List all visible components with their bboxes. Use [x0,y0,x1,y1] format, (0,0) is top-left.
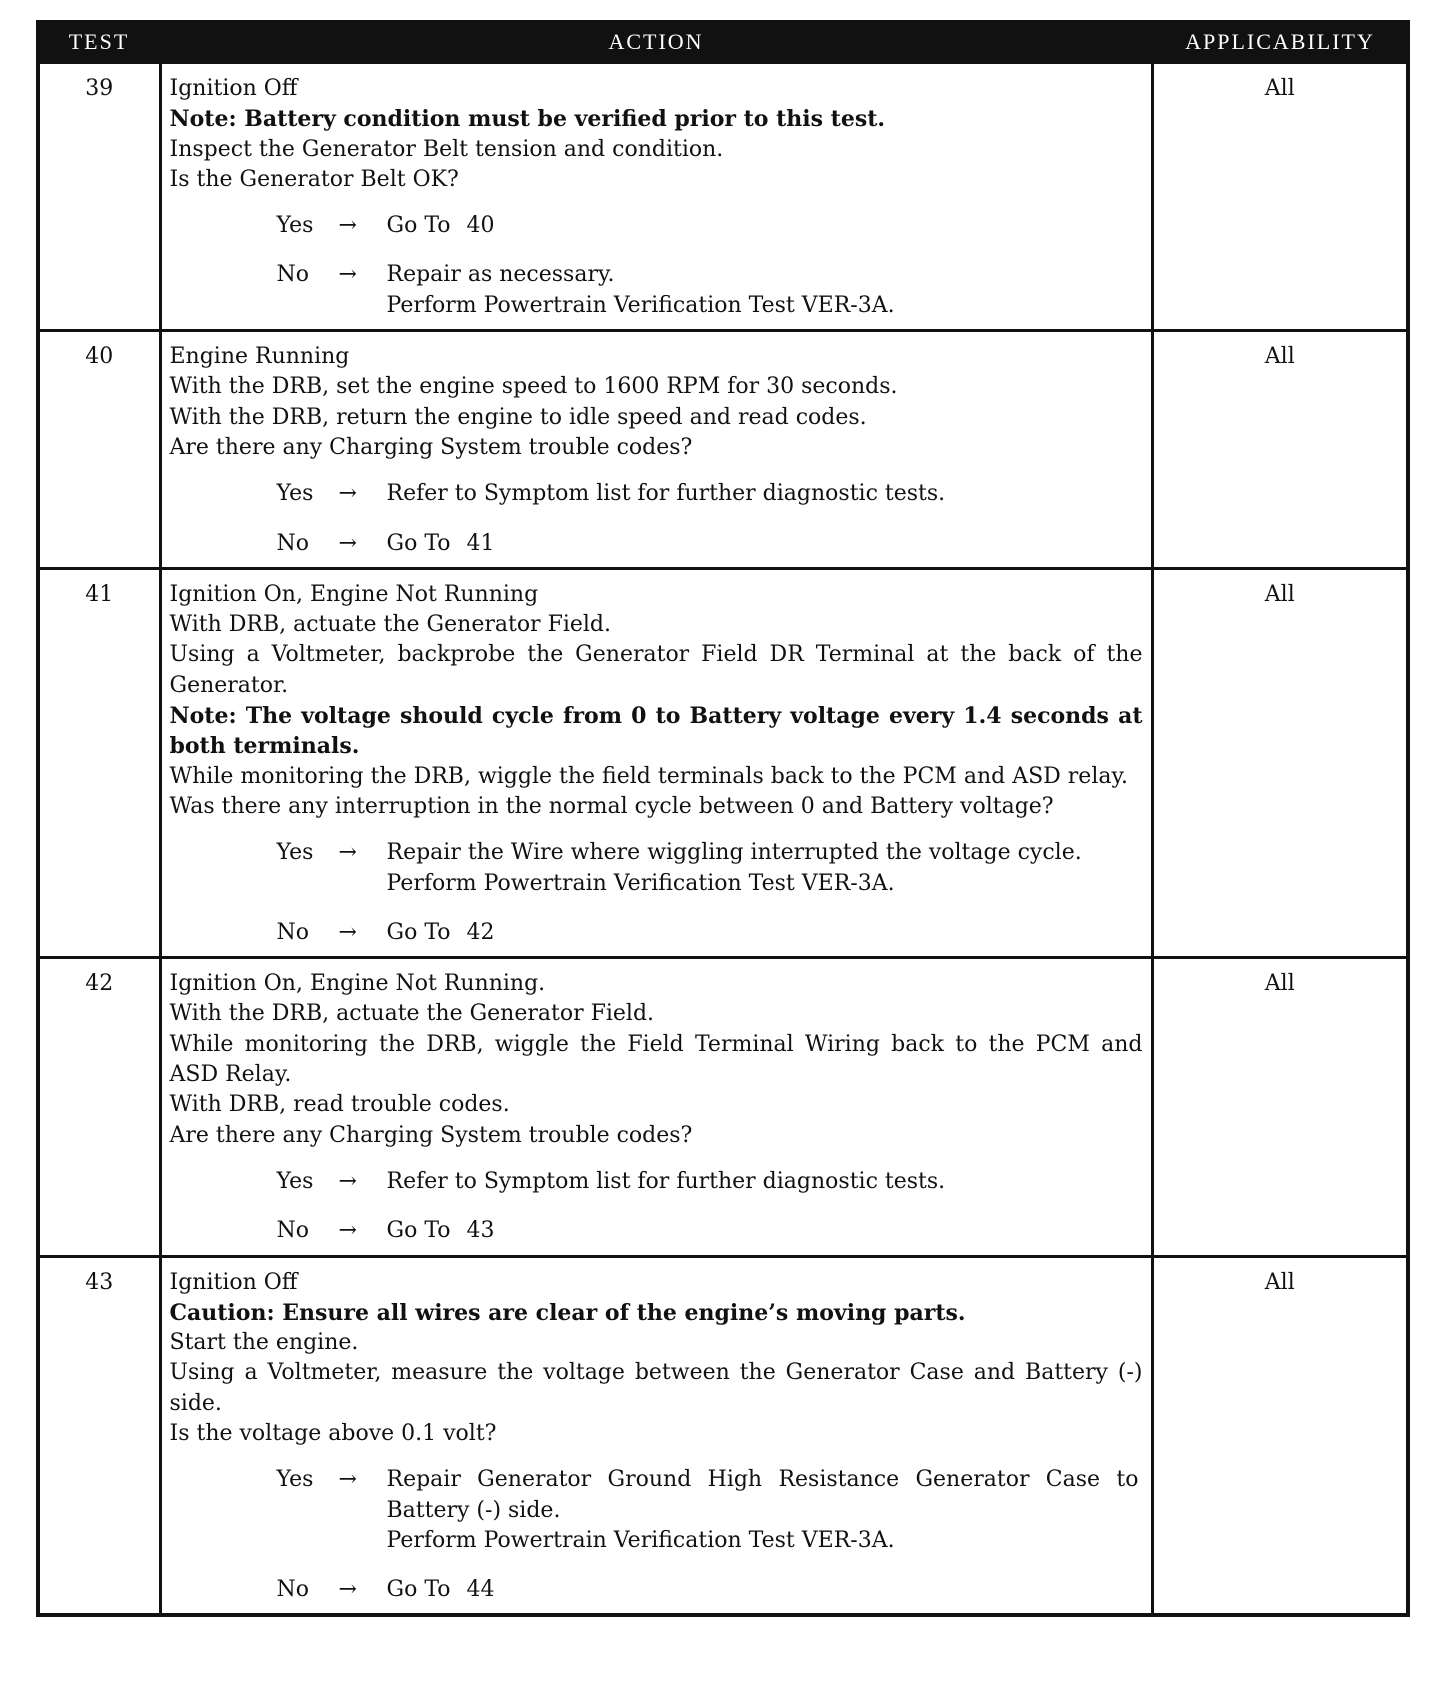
goto-reference [387,211,1139,241]
action-step: Was there any interruption in the normal cycle between 0 and Battery voltage? [169,793,1054,819]
answer-yes [277,838,1143,899]
answer-body [387,1167,1143,1197]
action-step: Is the Generator Belt OK? [169,166,459,192]
answer-body [387,1575,1143,1605]
test-number: 41 [38,568,160,957]
arrow-right-icon: → [338,481,357,507]
answer-label: No [276,1577,309,1603]
action-step: With DRB, read trouble codes. [169,1092,510,1118]
answer-yes [277,211,1143,241]
goto-label: Go To [386,919,451,945]
arrow-right-icon: → [338,1168,357,1194]
answer-label: Yes [276,1168,314,1194]
action-step: Ignition Off [169,76,298,101]
table-row [38,958,1408,1256]
goto-label: Go To [386,530,451,556]
answer-no [277,529,1143,559]
action-note: Note: Battery condition must be verified prior to this test. [169,106,886,133]
table-row [38,1256,1408,1615]
answer-body [387,1465,1143,1556]
answer-text: Repair Generator Ground High Resistance Generator Case to Battery (-) side. [386,1467,1139,1523]
action-step: Using a Voltmeter, backprobe the Generator Field DR Terminal at the back of the Generator. [169,642,1143,698]
answer-body [387,838,1143,899]
answer-text: Perform Powertrain Verification Test VER-3A. [386,1527,895,1553]
arrow-right-icon: → [338,840,357,866]
goto-label: Go To [386,1577,451,1603]
applicability-value: All [1152,958,1408,1256]
answer-label: Yes [276,481,314,507]
header-applicability: APPLICABILITY [1152,22,1408,62]
answer-label: No [276,1218,309,1244]
answer-yes [277,1465,1143,1556]
answer-label: Yes [276,1467,314,1493]
action-step: Inspect the Generator Belt tension and condition. [169,136,724,162]
goto-reference [387,1216,1139,1246]
table-header [38,22,1408,62]
answer-no [277,260,1143,321]
action-cell [160,331,1152,569]
action-cell [160,62,1152,331]
answer-yes [277,1167,1143,1197]
table-row [38,331,1408,569]
test-number: 40 [38,331,160,569]
action-step: Ignition On, Engine Not Running. [169,971,546,997]
applicability-value: All [1152,331,1408,569]
header-row [38,22,1408,62]
applicability-value: All [1152,568,1408,957]
arrow-right-icon: → [338,1577,357,1603]
test-number: 39 [38,62,160,331]
answer-yes [277,479,1143,509]
answer-text: Refer to Symptom list for further diagnostic tests. [386,481,946,507]
action-note: Note: The voltage should cycle from 0 to Battery voltage every 1.4 seconds at both terminals. [169,703,1143,760]
answer-text: Repair as necessary. [386,262,615,288]
arrow-right-icon: → [338,213,357,239]
action-step: While monitoring the DRB, wiggle the Field Terminal Wiring back to the PCM and ASD Relay. [169,1031,1143,1088]
goto-reference [387,529,1139,559]
answer-text: Perform Powertrain Verification Test VER-3A. [386,292,895,318]
arrow-right-icon: → [338,1467,357,1493]
answer-label: Yes [276,213,314,239]
action-step: Engine Running [169,344,350,370]
applicability-value: All [1152,1256,1408,1615]
action-step: Using a Voltmeter, measure the voltage between the Generator Case and Battery (-) side. [169,1360,1143,1416]
action-step: Start the engine. [169,1330,359,1356]
test-number: 42 [38,958,160,1256]
action-step: Ignition On, Engine Not Running [169,581,539,607]
answer-label: No [276,919,309,945]
answer-text: Perform Powertrain Verification Test VER-3A. [386,870,895,896]
goto-test-number: 43 [466,1218,495,1244]
table-row [38,568,1408,957]
arrow-right-icon: → [338,1218,357,1244]
action-note: Caution: Ensure all wires are clear of the engine’s moving parts. [169,1299,966,1326]
arrow-right-icon: → [338,530,357,556]
applicability-value: All [1152,62,1408,331]
action-cell [160,1256,1152,1615]
diagnostic-table [36,20,1410,1617]
answer-label: No [276,262,309,288]
answer-body [387,260,1143,321]
header-test: TEST [38,22,160,62]
goto-test-number: 40 [466,213,495,239]
goto-label: Go To [386,1218,451,1244]
arrow-right-icon: → [338,919,357,945]
goto-test-number: 42 [466,919,495,945]
answer-no [277,1216,1143,1246]
answer-text: Repair the Wire where wiggling interrupted the voltage cycle. [386,840,1082,866]
answer-label: No [276,530,309,556]
answer-label: Yes [276,840,314,866]
action-step: Are there any Charging System trouble codes? [169,434,693,460]
answer-body [387,529,1143,559]
action-step: With the DRB, set the engine speed to 1600 RPM for 30 seconds. [169,374,898,400]
test-number: 43 [38,1256,160,1615]
action-step: Are there any Charging System trouble codes? [169,1122,693,1148]
action-step: Ignition Off [169,1269,298,1295]
answer-body [387,1216,1143,1246]
action-cell [160,958,1152,1256]
goto-test-number: 41 [466,530,495,556]
action-step: With the DRB, actuate the Generator Field. [169,1001,655,1027]
action-step: With DRB, actuate the Generator Field. [169,612,612,638]
answer-no [277,1575,1143,1605]
answer-body [387,211,1143,241]
goto-test-number: 44 [466,1577,495,1603]
table-body [38,62,1408,1615]
goto-label: Go To [386,213,451,239]
action-cell [160,568,1152,957]
header-action: ACTION [160,22,1152,62]
answer-body [387,479,1143,509]
goto-reference [387,1575,1139,1605]
goto-reference [387,918,1139,948]
answer-body [387,918,1143,948]
action-step: With the DRB, return the engine to idle speed and read codes. [169,404,867,430]
action-step: Is the voltage above 0.1 volt? [169,1420,497,1446]
arrow-right-icon: → [338,262,357,288]
answer-text: Refer to Symptom list for further diagnostic tests. [386,1168,946,1194]
table-row [38,62,1408,331]
action-step: While monitoring the DRB, wiggle the field terminals back to the PCM and ASD relay. [169,763,1128,789]
answer-no [277,918,1143,948]
